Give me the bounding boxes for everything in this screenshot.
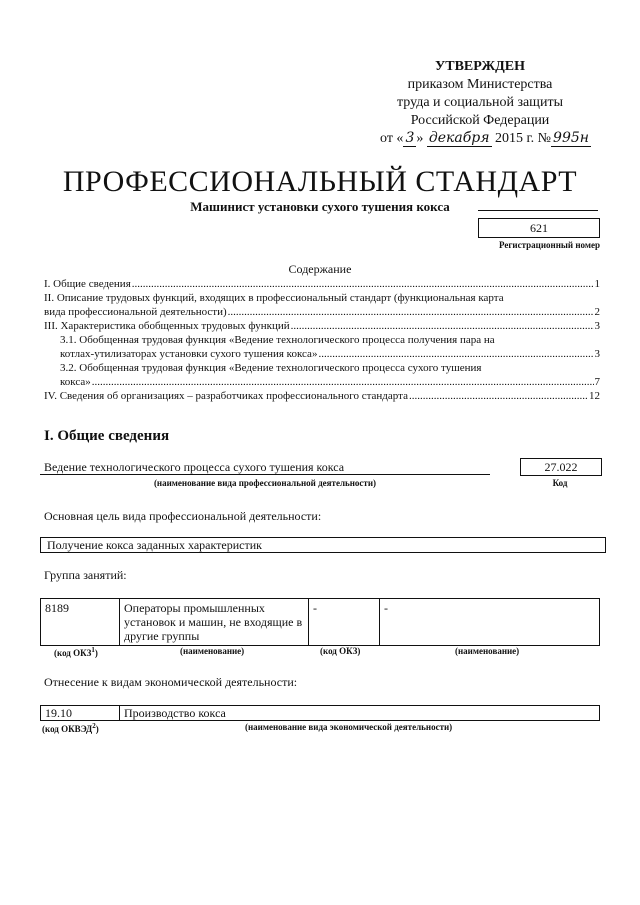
caption-eco-name: (наименование вида экономической деятельности) xyxy=(245,722,453,732)
code-caption: Код xyxy=(552,478,568,488)
okved-name: Производство кокса xyxy=(120,706,600,721)
standard-subtitle: Машинист установки сухого тушения кокса xyxy=(190,199,450,214)
toc-item[interactable]: 3.1. Обобщенная трудовая функция «Ведение технологического процесса получения пара на котлах-утилизаторах установки сухого тушения кокса» ..... 3 xyxy=(44,333,600,361)
caption-okved-code: (код ОКВЭД$^2$) xyxy=(42,722,99,734)
page-title: ПРОФЕССИОНАЛЬНЫЙ СТАНДАРТ xyxy=(62,165,578,198)
table-of-contents xyxy=(44,277,600,403)
approval-line-1: приказом Министерства xyxy=(407,77,553,92)
approval-line-3: Российской Федерации xyxy=(410,113,550,128)
goal-label: Основная цель вида профессиональной деятельности: xyxy=(44,509,322,523)
approval-block xyxy=(380,58,589,148)
group-label: Группа занятий: xyxy=(44,568,127,582)
activity-name: Ведение технологического процесса сухого тушения кокса xyxy=(44,460,345,474)
okz-name-1: Операторы промышленных установок и машин, не входящие в другие группы xyxy=(120,599,309,646)
toc-item[interactable]: 3.2. Обобщенная трудовая функция «Ведение технологического процесса сухого тушения кокса» ..... 7 xyxy=(44,361,600,389)
caption-okz-code: (код ОКЗ$^1$) xyxy=(54,646,98,658)
activity-underline xyxy=(40,474,490,475)
okz-code-2: - xyxy=(309,599,380,646)
eco-label: Отнесение к видам экономической деятельности: xyxy=(44,675,298,689)
registration-number: 621 xyxy=(478,218,600,238)
approval-number: 995н xyxy=(553,130,589,146)
activity-caption: (наименование вида профессиональной деятельности) xyxy=(153,478,377,488)
subtitle-underline xyxy=(478,210,598,211)
toc-title: Содержание xyxy=(288,262,352,276)
activity-code: 27.022 xyxy=(520,458,602,476)
caption-okz-code-2: (код ОКЗ) xyxy=(320,646,361,656)
toc-item[interactable]: IV. Сведения об организациях – разработчиках профессионального стандарта ..... 12 xyxy=(44,389,600,403)
toc-item[interactable]: II. Описание трудовых функций, входящих в профессиональный стандарт (функциональная карта вида профессиональной деятельности) ..... 2 xyxy=(44,291,600,319)
economic-activity-table xyxy=(40,705,600,721)
caption-name-2: (наименование) xyxy=(455,646,520,656)
occupation-group-table xyxy=(40,598,600,646)
approval-day: 3 xyxy=(405,130,415,146)
approval-line-2: труда и социальной защиты xyxy=(397,95,563,110)
toc-item[interactable]: I. Общие сведения ..... 1 xyxy=(44,277,600,291)
approval-heading: УТВЕРЖДЕН xyxy=(434,59,526,74)
approval-month: декабря xyxy=(428,130,490,146)
toc-item[interactable]: III. Характеристика обобщенных трудовых функций ..... 3 xyxy=(44,319,600,333)
okved-code: 19.10 xyxy=(41,706,120,721)
section-heading: I. Общие сведения xyxy=(44,428,170,444)
caption-name: (наименование) xyxy=(180,646,245,656)
okz-code-1: 8189 xyxy=(41,599,120,646)
goal-value: Получение кокса заданных характеристик xyxy=(40,537,606,553)
approval-date: от « 3 » декабря 2015 г. № 995н xyxy=(380,130,589,146)
registration-label: Регистрационный номер xyxy=(498,240,600,250)
okz-name-2: - xyxy=(380,599,600,646)
